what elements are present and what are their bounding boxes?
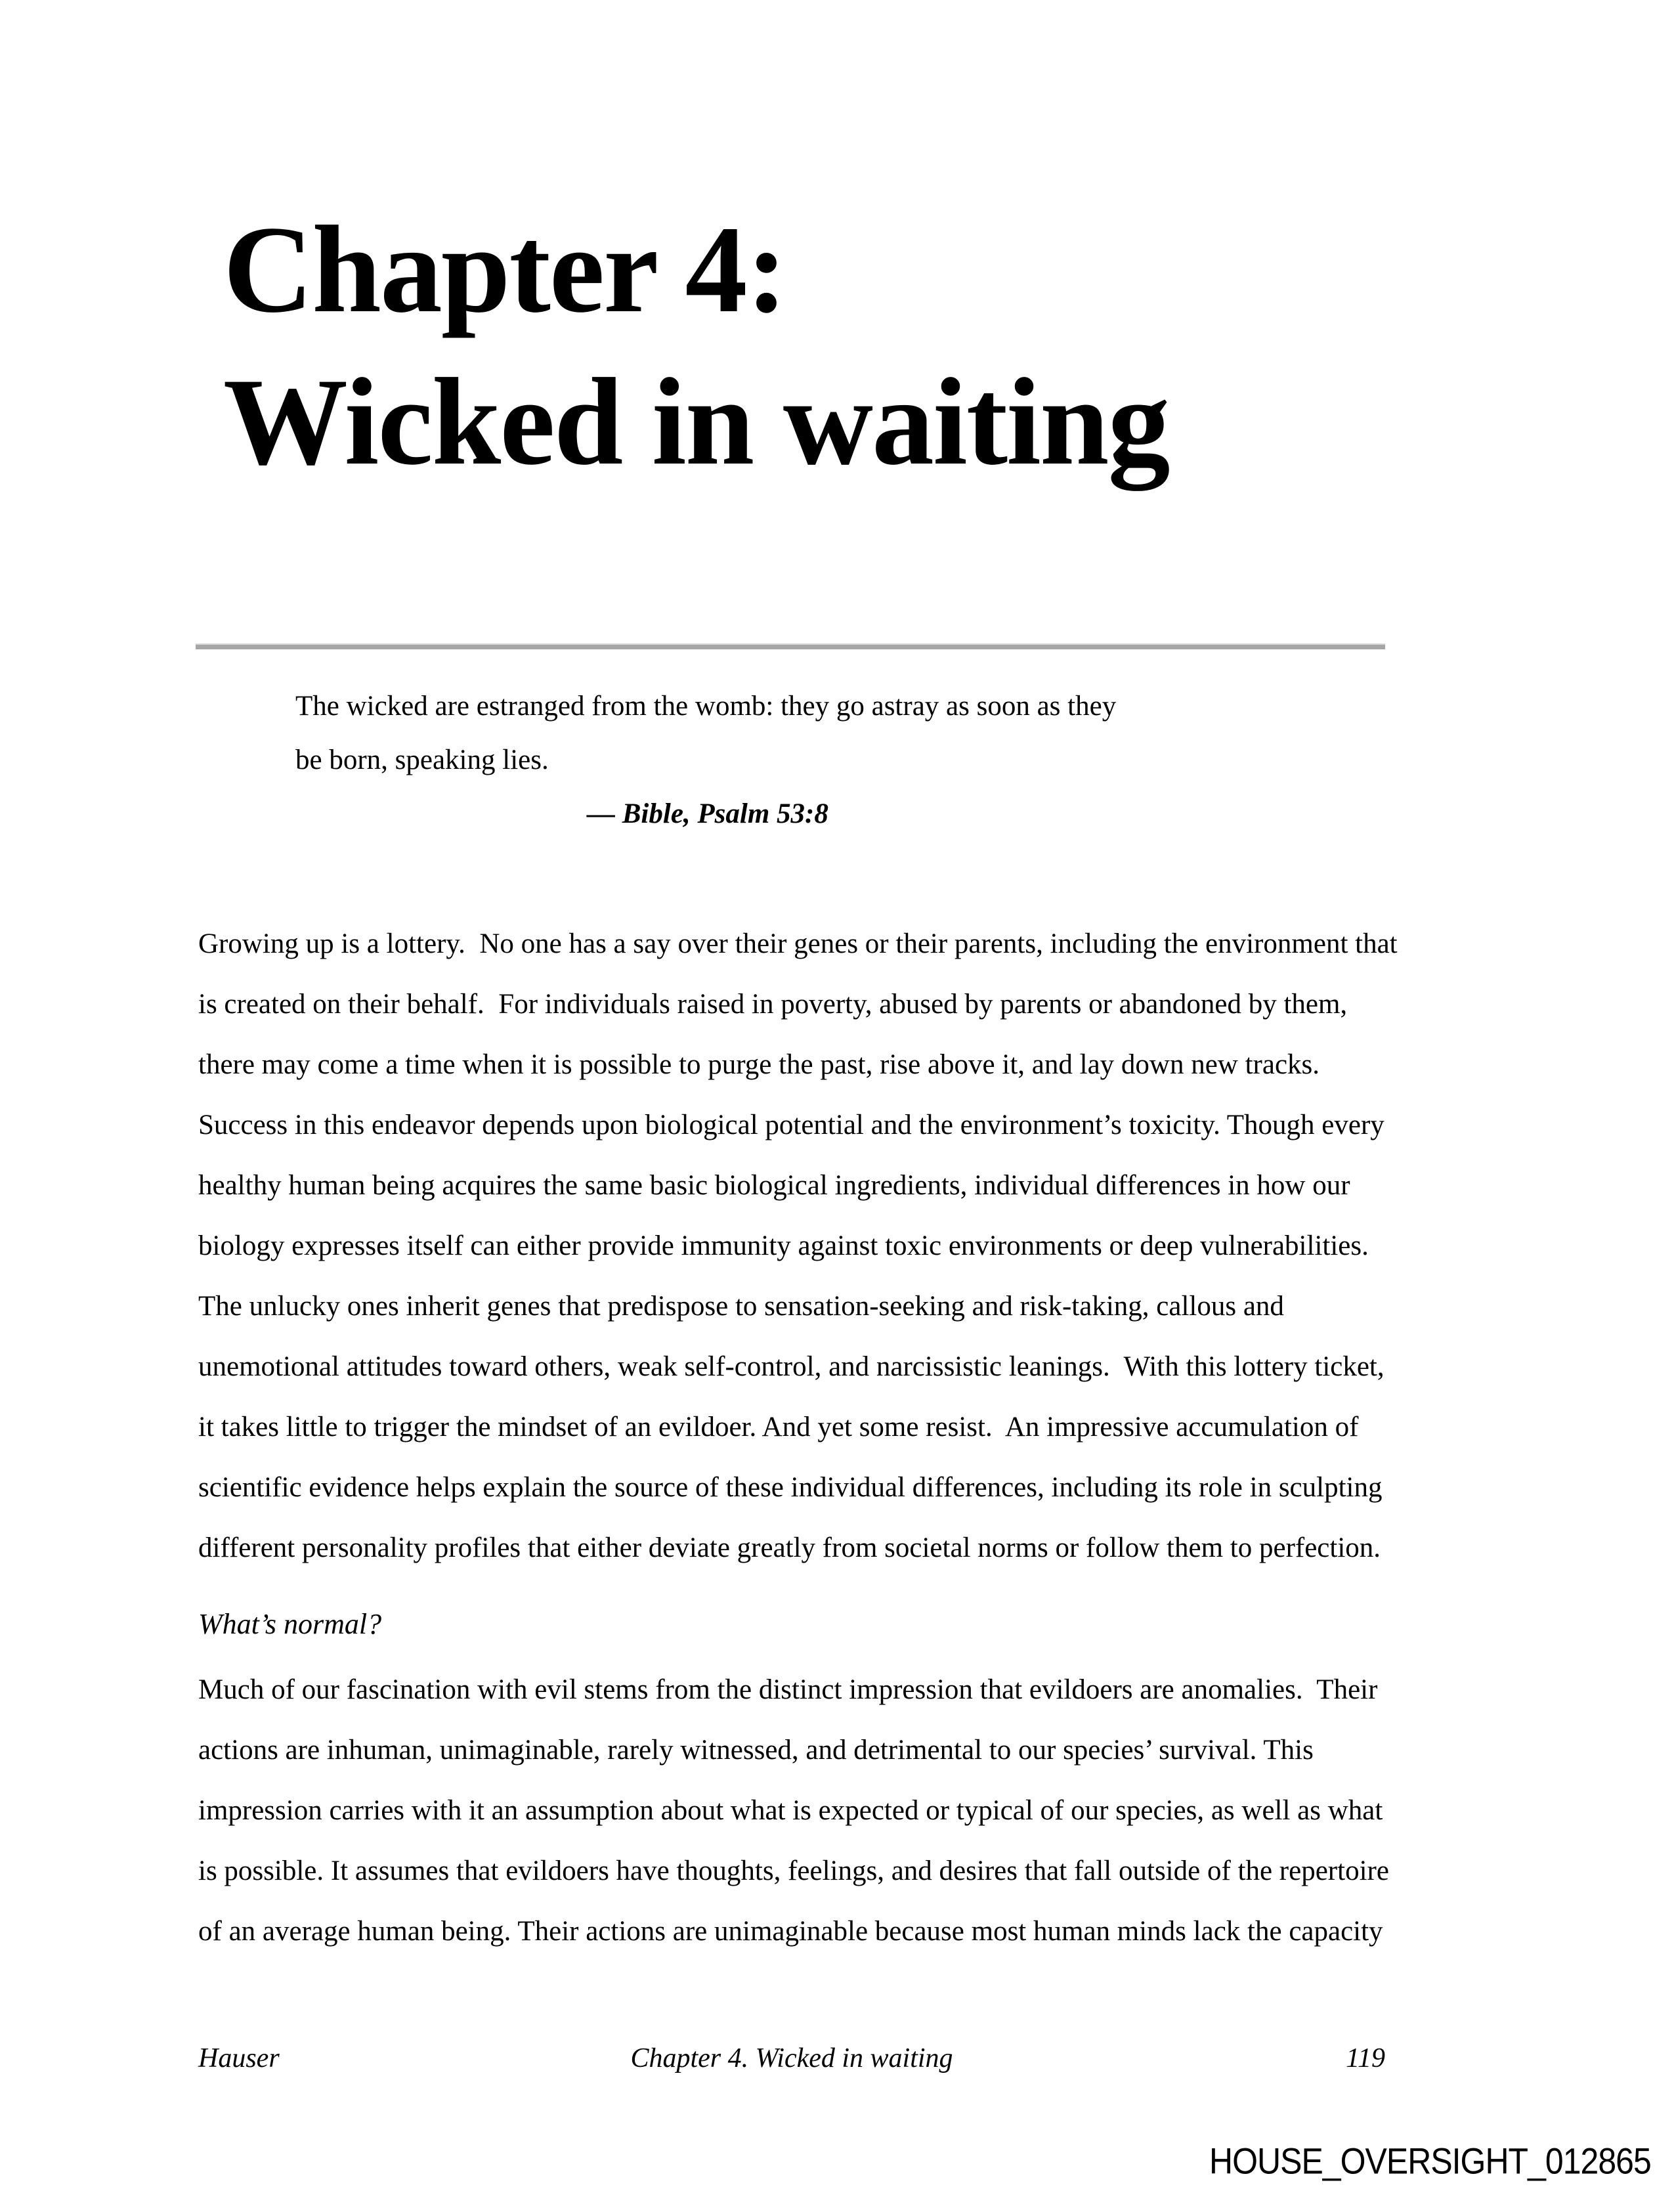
text-line: The wicked are estranged from the womb: they go astray as soon as they bbox=[295, 691, 1117, 722]
text-line: healthy human being acquires the same basic biological ingredients, individual differences in how our bbox=[198, 1170, 1350, 1201]
chapter-title bbox=[223, 194, 1169, 498]
bates-stamp: HOUSE_OVERSIGHT_012865 bbox=[1209, 2140, 1651, 2182]
text-line: Success in this endeavor depends upon biological potential and the environment’s toxicity. Though every bbox=[198, 1110, 1384, 1140]
text-line: actions are inhuman, unimaginable, rarely witnessed, and detrimental to our species’ survival. This bbox=[198, 1735, 1314, 1766]
text-line: biology expresses itself can either provide immunity against toxic environments or deep vulnerabilities. bbox=[198, 1230, 1369, 1261]
footer-page-number: 119 bbox=[1346, 2043, 1385, 2073]
epigraph-attribution: — Bible, Psalm 53:8 bbox=[587, 798, 828, 829]
section-heading: What’s normal? bbox=[198, 1608, 382, 1640]
text-line: Chapter 4: bbox=[223, 201, 786, 339]
footer-chapter-title: Chapter 4. Wicked in waiting bbox=[630, 2043, 953, 2073]
text-line: it takes little to trigger the mindset of an evildoer. And yet some resist. An impressive accumulation of bbox=[198, 1412, 1359, 1442]
section-divider-rule bbox=[196, 643, 1385, 649]
text-line: of an average human being. Their actions are unimaginable because most human minds lack the capacity bbox=[198, 1916, 1383, 1947]
text-line: there may come a time when it is possible to purge the past, rise above it, and lay down new tracks. bbox=[198, 1049, 1320, 1080]
text-line: Growing up is a lottery. No one has a say over their genes or their parents, including the environment that bbox=[198, 928, 1398, 959]
footer-author: Hauser bbox=[198, 2043, 280, 2073]
text-line: be born, speaking lies. bbox=[295, 745, 549, 775]
text-line: impression carries with it an assumption about what is expected or typical of our species, as well as what bbox=[198, 1795, 1383, 1826]
text-line: The unlucky ones inherit genes that predispose to sensation-seeking and risk-taking, callous and bbox=[198, 1291, 1284, 1322]
page-footer bbox=[198, 2039, 1385, 2078]
body-paragraph-2 bbox=[198, 1660, 1518, 1962]
text-line: is possible. It assumes that evildoers have thoughts, feelings, and desires that fall outside of the repertoire bbox=[198, 1855, 1389, 1886]
text-line: Wicked in waiting bbox=[223, 353, 1169, 491]
text-line: different personality profiles that either deviate greatly from societal norms or follow them to perfection. bbox=[198, 1532, 1381, 1563]
text-line: scientific evidence helps explain the source of these individual differences, including its role in sculpting bbox=[198, 1472, 1383, 1503]
text-line: Much of our fascination with evil stems from the distinct impression that evildoers are anomalies. Their bbox=[198, 1674, 1378, 1705]
text-line: unemotional attitudes toward others, weak self-control, and narcissistic leanings. With this lottery ticket, bbox=[198, 1351, 1384, 1382]
text-line: is created on their behalf. For individuals raised in poverty, abused by parents or abandoned by them, bbox=[198, 989, 1348, 1020]
body-paragraph-1 bbox=[198, 914, 1518, 1578]
epigraph-quote bbox=[295, 680, 1280, 787]
